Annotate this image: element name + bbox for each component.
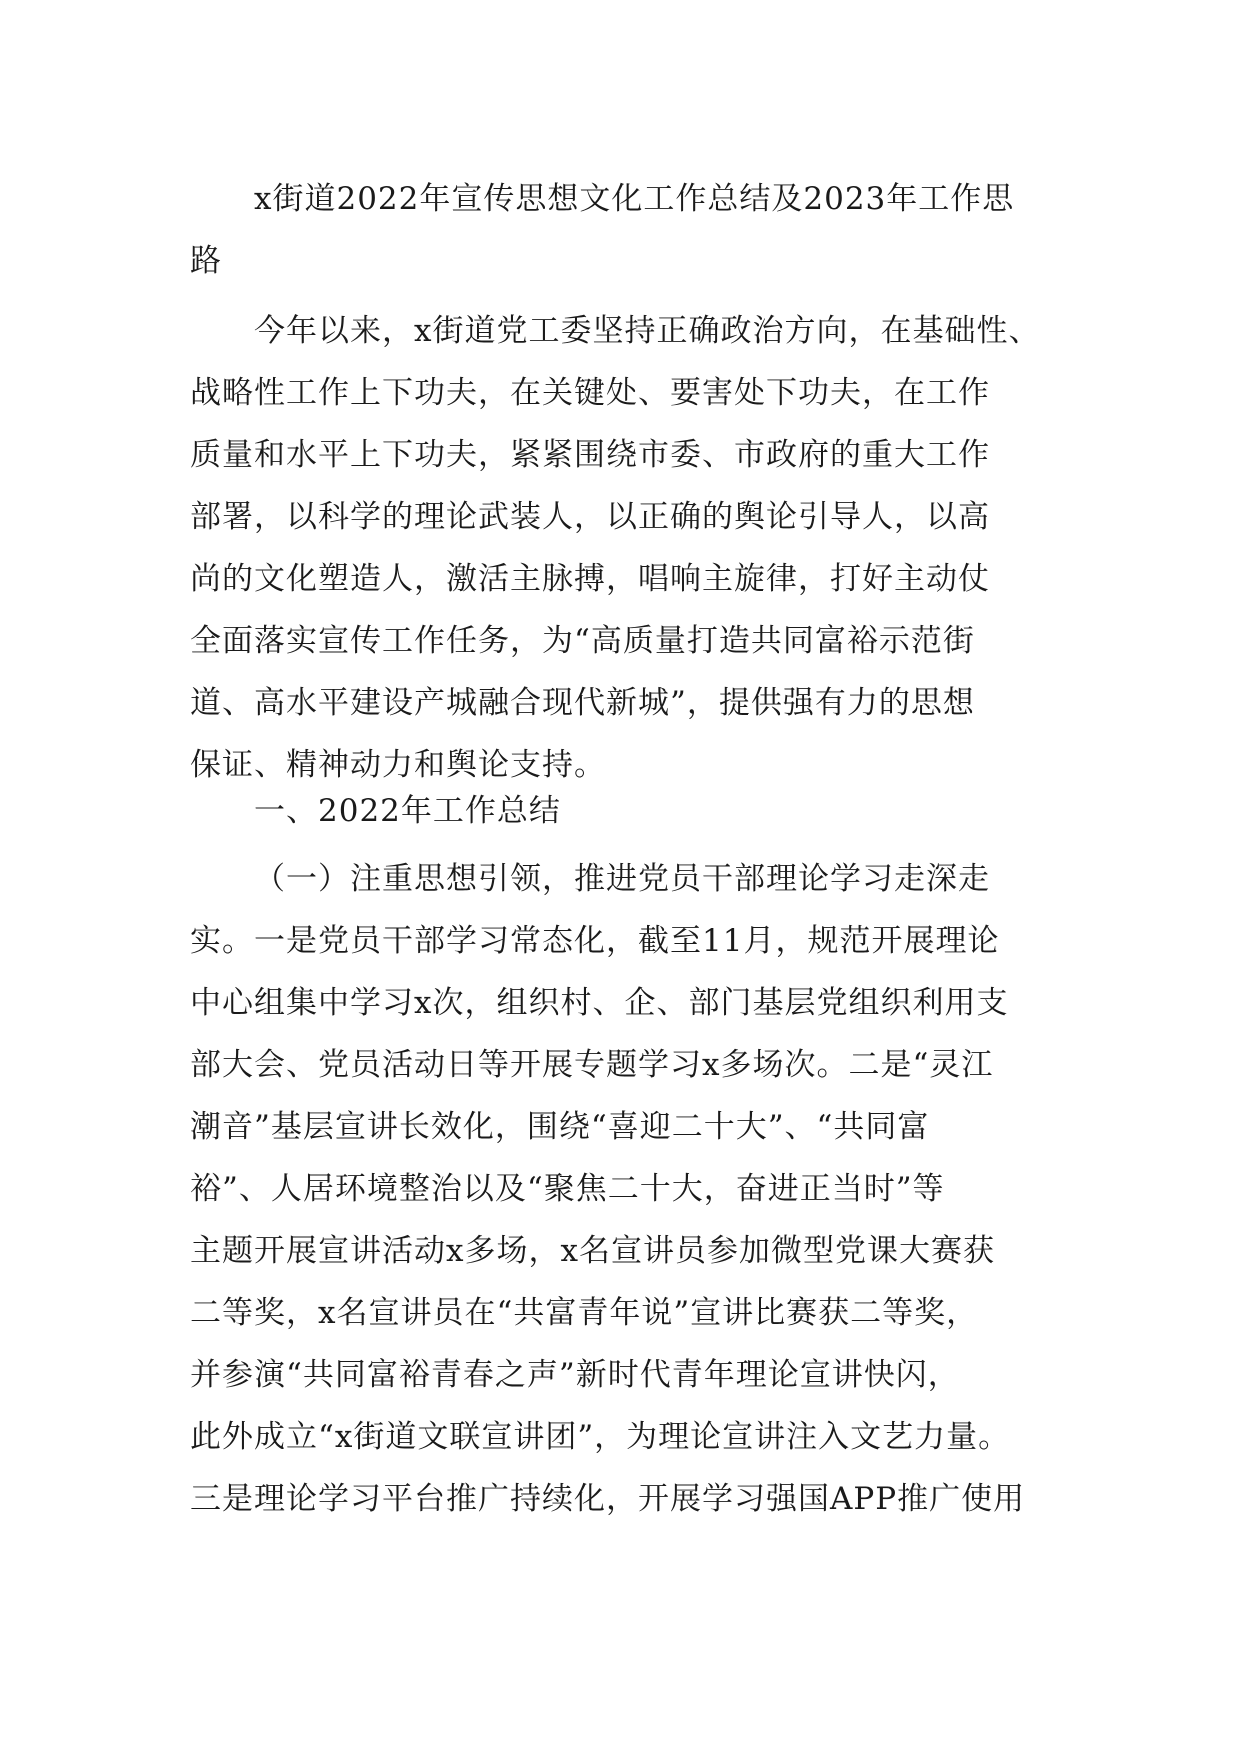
paragraph-line: 裕”、人居环境整治以及“聚焦二十大，奋进正当时”等 xyxy=(190,1171,945,1207)
paragraph-line: 主题开展宣讲活动x多场，x名宣讲员参加微型党课大赛获 xyxy=(190,1233,995,1269)
section-heading-text: 一、2022年工作总结 xyxy=(254,793,561,829)
title-line: x街道2022年宣传思想文化工作总结及2023年工作思 xyxy=(254,181,1015,217)
paragraph-line: 实。一是党员干部学习常态化，截至11月，规范开展理论 xyxy=(190,923,1000,959)
paragraph-line: 三是理论学习平台推广持续化，开展学习强国APP推广使用 xyxy=(190,1481,1026,1517)
paragraph-line: 质量和水平上下功夫，紧紧围绕市委、市政府的重大工作 xyxy=(190,437,990,473)
paragraph-line: 今年以来，x街道党工委坚持正确政治方向，在基础性、 xyxy=(254,313,1041,349)
paragraph-line: 并参演“共同富裕青春之声”新时代青年理论宣讲快闪， xyxy=(190,1357,960,1393)
section-heading xyxy=(190,780,1070,842)
paragraph-line: 此外成立“x街道文联宣讲团”，为理论宣讲注入文艺力量。 xyxy=(190,1419,1011,1455)
title-line: 路 xyxy=(190,243,222,279)
paragraph-line: 二等奖，x名宣讲员在“共富青年说”宣讲比赛获二等奖， xyxy=(190,1295,979,1331)
paragraph-line: 部大会、党员活动日等开展专题学习x多场次。二是“灵江 xyxy=(190,1047,994,1083)
paragraph-line: 战略性工作上下功夫，在关键处、要害处下功夫，在工作 xyxy=(190,375,990,411)
paragraph-line: （一）注重思想引领，推进党员干部理论学习走深走 xyxy=(254,861,990,897)
subsection-paragraph xyxy=(190,848,1070,1530)
intro-paragraph xyxy=(190,300,1070,796)
paragraph-line: 全面落实宣传工作任务，为“高质量打造共同富裕示范街 xyxy=(190,623,975,659)
paragraph-line: 道、高水平建设产城融合现代新城”，提供强有力的思想 xyxy=(190,685,975,721)
paragraph-line: 尚的文化塑造人，激活主脉搏，唱响主旋律，打好主动仗 xyxy=(190,561,990,597)
paragraph-line: 部署，以科学的理论武装人，以正确的舆论引导人，以高 xyxy=(190,499,990,535)
document-title xyxy=(190,168,1070,292)
paragraph-line: 中心组集中学习x次，组织村、企、部门基层党组织利用支 xyxy=(190,985,1009,1021)
paragraph-line: 保证、精神动力和舆论支持。 xyxy=(190,747,606,783)
paragraph-line: 潮音”基层宣讲长效化，围绕“喜迎二十大”、“共同富 xyxy=(190,1109,930,1145)
